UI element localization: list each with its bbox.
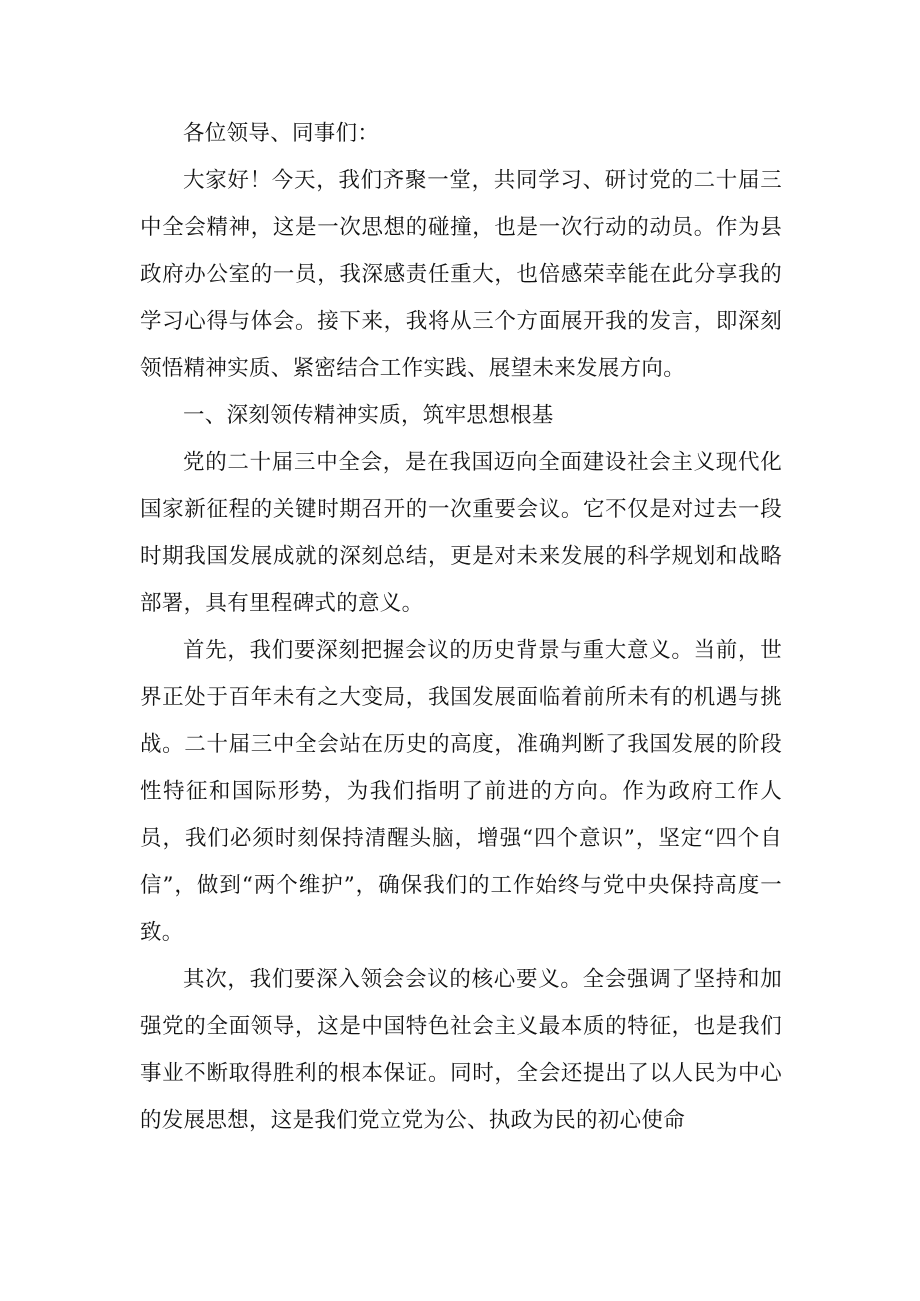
salutation: 各位领导、同事们： xyxy=(183,121,380,146)
intro-paragraph: 大家好！今天，我们齐聚一堂，共同学习、研讨党的二十届三中全会精神，这是一次思想的碰撞，也是一次行动的动员。作为县政府办公室的一员，我深感责任重大，也倍感荣幸能在此分享我的学习心得与体会。接下来，我将从三个方面展开我的发言，即深刻领悟精神实质、紧密结合工作实践、展望未来发展方向。 xyxy=(140,168,782,381)
section-heading: 一、深刻领传精神实质，筑牢思想根基 xyxy=(183,403,554,428)
body-paragraph: 其次，我们要深入领会会议的核心要义。全会强调了坚持和加强党的全面领导，这是中国特色社会主义最本质的特征，也是我们事业不断取得胜利的根本保证。同时，全会还提出了以人民为中心的发展思想，这是我们党立党为公、执政为民的初心使命 xyxy=(140,967,782,1133)
body-paragraph: 党的二十届三中全会，是在我国迈向全面建设社会主义现代化国家新征程的关键时期召开的一次重要会议。它不仅是对过去一段时期我国发展成就的深刻总结，更是对未来发展的科学规划和战略部署，具有里程碑式的意义。 xyxy=(140,450,782,616)
document-body xyxy=(140,110,782,1144)
body-paragraph: 首先，我们要深刻把握会议的历史背景与重大意义。当前，世界正处于百年未有之大变局，我国发展面临着前所未有的机遇与挑战。二十届三中全会站在历史的高度，准确判断了我国发展的阶段性特征和国际形势，为我们指明了前进的方向。作为政府工作人员，我们必须时刻保持清醒头脑，增强“四个意识”，坚定“四个自信”，做到“两个维护”，确保我们的工作始终与党中央保持高度一致。 xyxy=(140,638,782,945)
